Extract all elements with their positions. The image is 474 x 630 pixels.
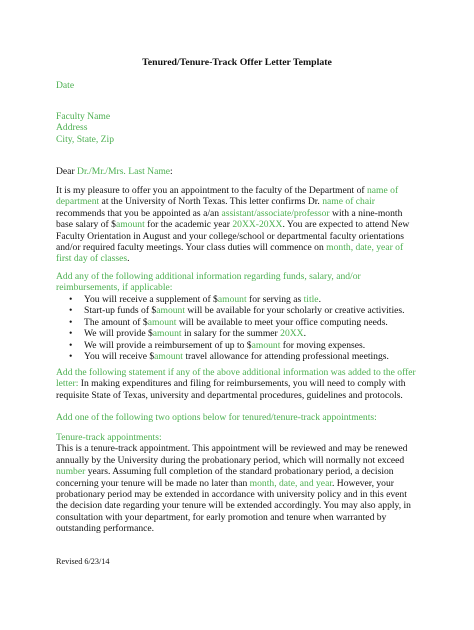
list-item [56,328,418,339]
department-placeholder: name of department [56,185,399,208]
list-item-text: will be available for your scholarly or creative activities. [185,305,405,317]
bullet-icon: • [69,328,73,340]
list-item-text: You will receive a supplement of $ [84,294,218,305]
compliance-statement [56,367,418,401]
bullet-icon: • [69,339,73,351]
options-instruction: Add one of the following two options below for tenured/tenure-track appointments: [56,412,377,423]
paragraph-text: . [127,253,130,265]
amount-placeholder: amount [154,351,183,363]
tenure-track-heading: Tenure-track appointments: [56,432,162,443]
document-title: Tenured/Tenure-Track Offer Letter Template [142,57,332,68]
city-state-zip-placeholder: City, State, Zip [56,133,115,145]
address-placeholder: Address [56,122,88,134]
offer-paragraph [56,185,418,265]
salutation [56,166,418,177]
list-item-text: in salary for the summer [181,328,281,340]
list-item-text: The amount of $ [84,316,148,328]
paragraph-text: years. Assuming full completion of the standard probationary period, a decision concerning your tenure will be made no later than [56,466,394,489]
salutation-prefix: Dear [56,166,78,177]
date-placeholder: Date [56,80,75,91]
address-block [56,111,418,145]
amount-placeholder: amount [147,316,177,328]
paragraph-text: . However, your probationary period may be extended in accordance with university policy and in this event the decision date regarding your tenure will be extended accordingly. You may also apply, in consultation with your department, for early promotion and tenure when warranted by outstanding performance. [56,477,411,535]
faculty-name-placeholder: Faculty Name [56,111,111,122]
paragraph-text: for the academic year [144,219,233,231]
bullet-icon: • [69,294,73,305]
bullet-icon: • [69,351,73,363]
first-class-date-placeholder: month, date, year of first day of classes [56,242,404,265]
list-item-text: will be available to meet your office computing needs. [176,316,388,328]
list-item [56,317,418,328]
paragraph-text: It is my pleasure to offer you an appointment to the faculty of the Department of [56,185,367,196]
paragraph-text: with a nine-month base salary of $ [56,207,403,231]
list-item-text: . [303,328,306,340]
list-item-text: travel allowance for attending professional meetings. [182,351,389,363]
number-placeholder: number [56,466,86,478]
amount-placeholder: amount [152,328,182,340]
amount-placeholder: amount [217,294,247,305]
paragraph-text: . You are expected to attend New Faculty Orientation in August and your college/school or departmental faculty orientations and/or required faculty meetings. Your class duties will commence on [56,219,410,254]
statement-text: In making expenditures and filing for reimbursements, you will need to comply with requisite State of Texas, university and departmental procedures, guidelines and protocols. [56,378,406,401]
decision-date-placeholder: month, date, and year [249,477,332,489]
rank-placeholder: assistant/associate/professor [221,207,330,219]
amount-placeholder: amount [251,339,281,351]
tenure-track-section [56,432,418,535]
benefits-list [56,294,418,362]
paragraph-text: This is a tenure-track appointment. This appointment will be reviewed and may be renewed annually by the University during the probationary period, which will normally not exceed [56,443,408,466]
list-item [56,351,418,362]
paragraph-text: at the University of North Texas. This letter confirms Dr. [99,196,323,208]
list-item-text: . [318,294,321,305]
salutation-suffix: : [170,166,173,177]
list-item [56,305,418,316]
list-item-text: Start-up funds of $ [84,305,157,317]
salutation-name-placeholder: Dr./Mr./Mrs. Last Name [77,166,171,177]
list-item [56,340,418,351]
list-item-text: You will receive $ [84,351,155,363]
bullet-icon: • [69,305,73,317]
chair-placeholder: name of chair [322,196,375,208]
statement-instruction: Add the following statement if any of the above additional information was added to the offer letter: [56,367,416,390]
list-item-text: for serving as [246,294,304,305]
list-item-text: for moving expenses. [280,339,366,351]
list-item-text: We will provide a reimbursement of up to $ [84,339,252,351]
paragraph-text: recommends that you be appointed as a/an [56,207,222,219]
title-placeholder: title [303,294,319,305]
summer-year-placeholder: 20XX [280,328,304,340]
academic-year-placeholder: 20XX-20XX [232,219,283,231]
list-item-text: We will provide $ [84,328,153,340]
list-item [56,294,418,305]
amount-placeholder: amount [156,305,185,317]
additional-info-instruction: Add any of the following additional information regarding funds, salary, and/or reimbursements, if applicable: [56,271,361,294]
bullet-icon: • [69,316,73,328]
revision-footer: Revised 6/23/14 [56,557,110,566]
salary-placeholder: amount [115,219,145,231]
